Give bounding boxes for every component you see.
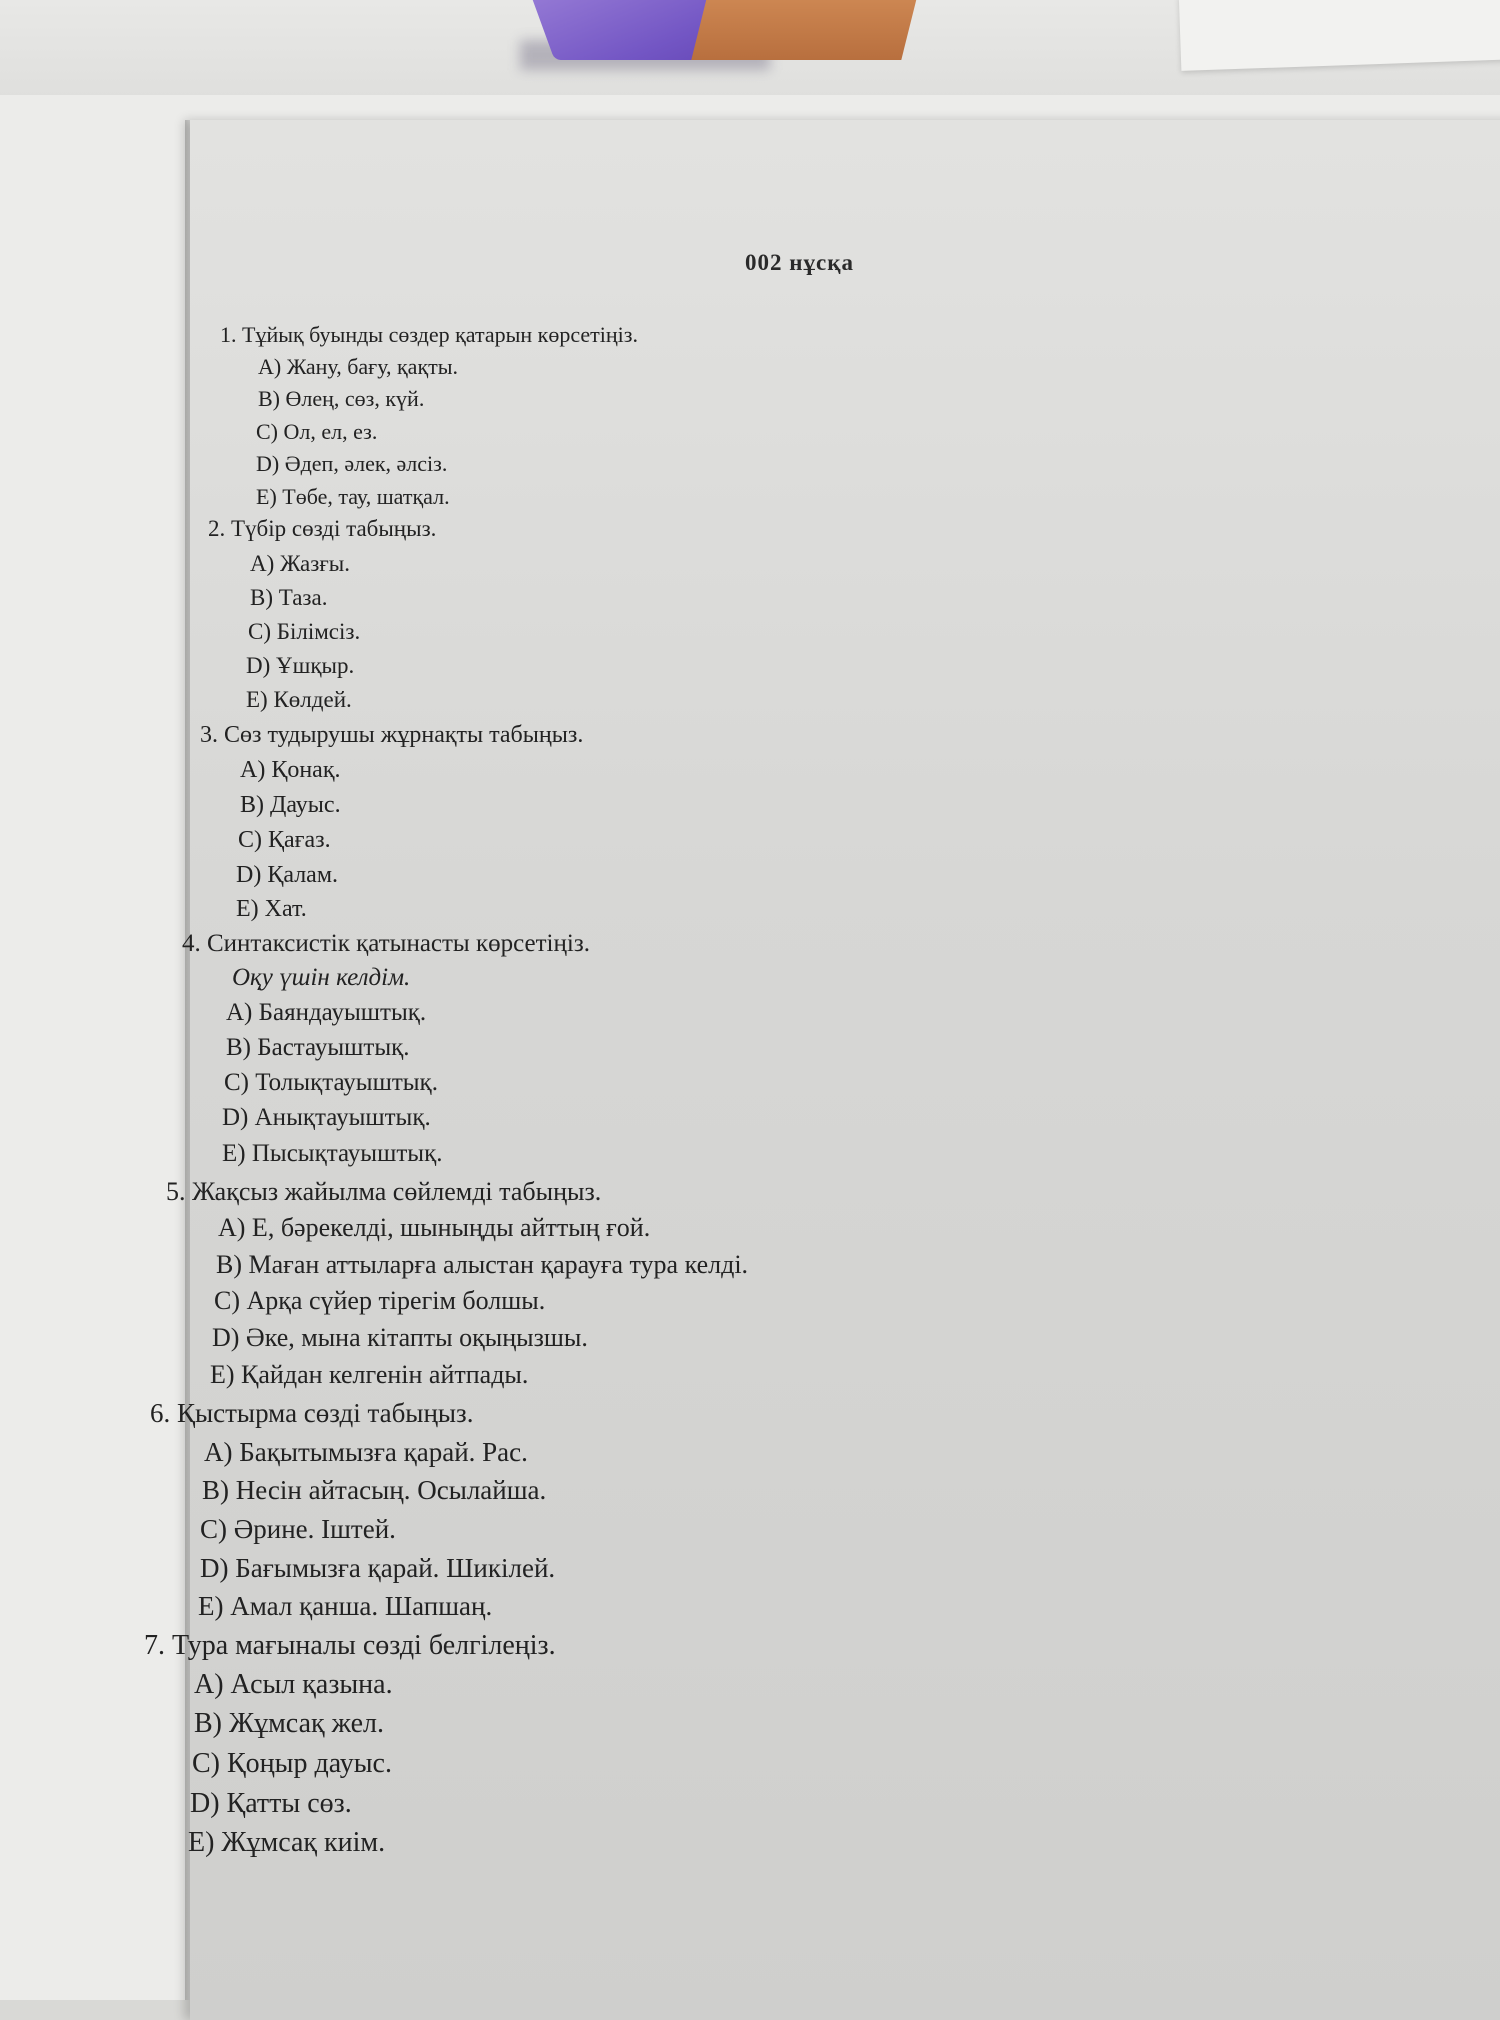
question-1: 1. Тұйық буынды сөздер қатарын көрсетіңіз. [220,322,638,347]
variant-title: 002 нұсқа [745,250,854,275]
question-4: 4. Синтаксистік қатынасты көрсетіңіз. [182,930,590,957]
q7-option-c: C) Қоңыр дауыс. [192,1748,392,1779]
q3-option-e: E) Хат. [236,896,307,922]
q1-option-a: A) Жану, бағу, қақты. [258,354,459,379]
q6-option-c: C) Әрине. Іштей. [200,1514,396,1544]
q4-option-e: E) Пысықтауыштық. [222,1140,443,1167]
question-7: 7. Тура мағыналы сөзді белгілеңіз. [144,1630,556,1661]
q6-option-b: B) Несін айтасың. Осылайша. [202,1475,547,1505]
q3-option-b: B) Дауыс. [240,792,341,818]
q4-example-sentence: Оқу үшін келдім. [232,964,411,991]
q5-option-c: C) Арқа сүйер тірегім болшы. [214,1286,546,1315]
q6-option-d: D) Бағымызға қарай. Шикілей. [200,1553,556,1583]
orange-object [691,0,918,60]
question-5: 5. Жақсыз жайылма сөйлемді табыңыз. [166,1177,602,1206]
q2-option-c: C) Білімсіз. [248,619,361,644]
q1-option-b: B) Өлең, сөз, күй. [258,386,425,411]
question-3: 3. Сөз тудырушы жұрнақты табыңыз. [200,722,584,748]
q4-option-b: B) Бастауыштық. [226,1034,410,1061]
q4-option-c: C) Толықтауыштық. [224,1069,438,1096]
q4-option-d: D) Анықтауыштық. [222,1104,431,1131]
q1-option-e: E) Төбе, тау, шатқал. [256,484,450,509]
q6-option-e: E) Амал қанша. Шапшаң. [198,1591,493,1621]
q7-option-b: B) Жұмсақ жел. [194,1708,384,1739]
q2-option-b: B) Таза. [250,585,328,610]
q3-option-c: C) Қағаз. [238,827,331,853]
q4-option-a: A) Баяндауыштық. [226,999,427,1026]
q5-option-b: B) Маған аттыларға алыстан қарауға тура келді. [216,1250,749,1279]
q5-option-d: D) Әке, мына кітапты оқыңызшы. [212,1323,588,1352]
q3-option-d: D) Қалам. [236,862,339,888]
q2-option-e: E) Көлдей. [246,687,352,712]
q3-option-a: A) Қонақ. [240,757,341,783]
underlying-paper [1179,0,1500,71]
q2-option-d: D) Ұшқыр. [246,653,355,678]
q5-option-a: A) Е, бәрекелді, шыныңды айттың ғой. [218,1213,651,1242]
q6-option-a: A) Бақытымызға қарай. Рас. [204,1437,528,1467]
q7-option-d: D) Қатты сөз. [190,1788,352,1819]
q7-option-a: A) Асыл қазына. [194,1669,393,1700]
q1-option-d: D) Әдеп, әлек, әлсіз. [256,451,448,476]
question-6: 6. Қыстырма сөзді табыңыз. [150,1398,474,1428]
q1-option-c: C) Ол, ел, ез. [256,419,378,444]
q5-option-e: E) Қайдан келгенін айтпады. [210,1360,529,1389]
q7-option-e: E) Жұмсақ киім. [188,1827,386,1858]
q2-option-a: A) Жазғы. [250,551,350,576]
question-2: 2. Түбір сөзді табыңыз. [208,516,437,541]
